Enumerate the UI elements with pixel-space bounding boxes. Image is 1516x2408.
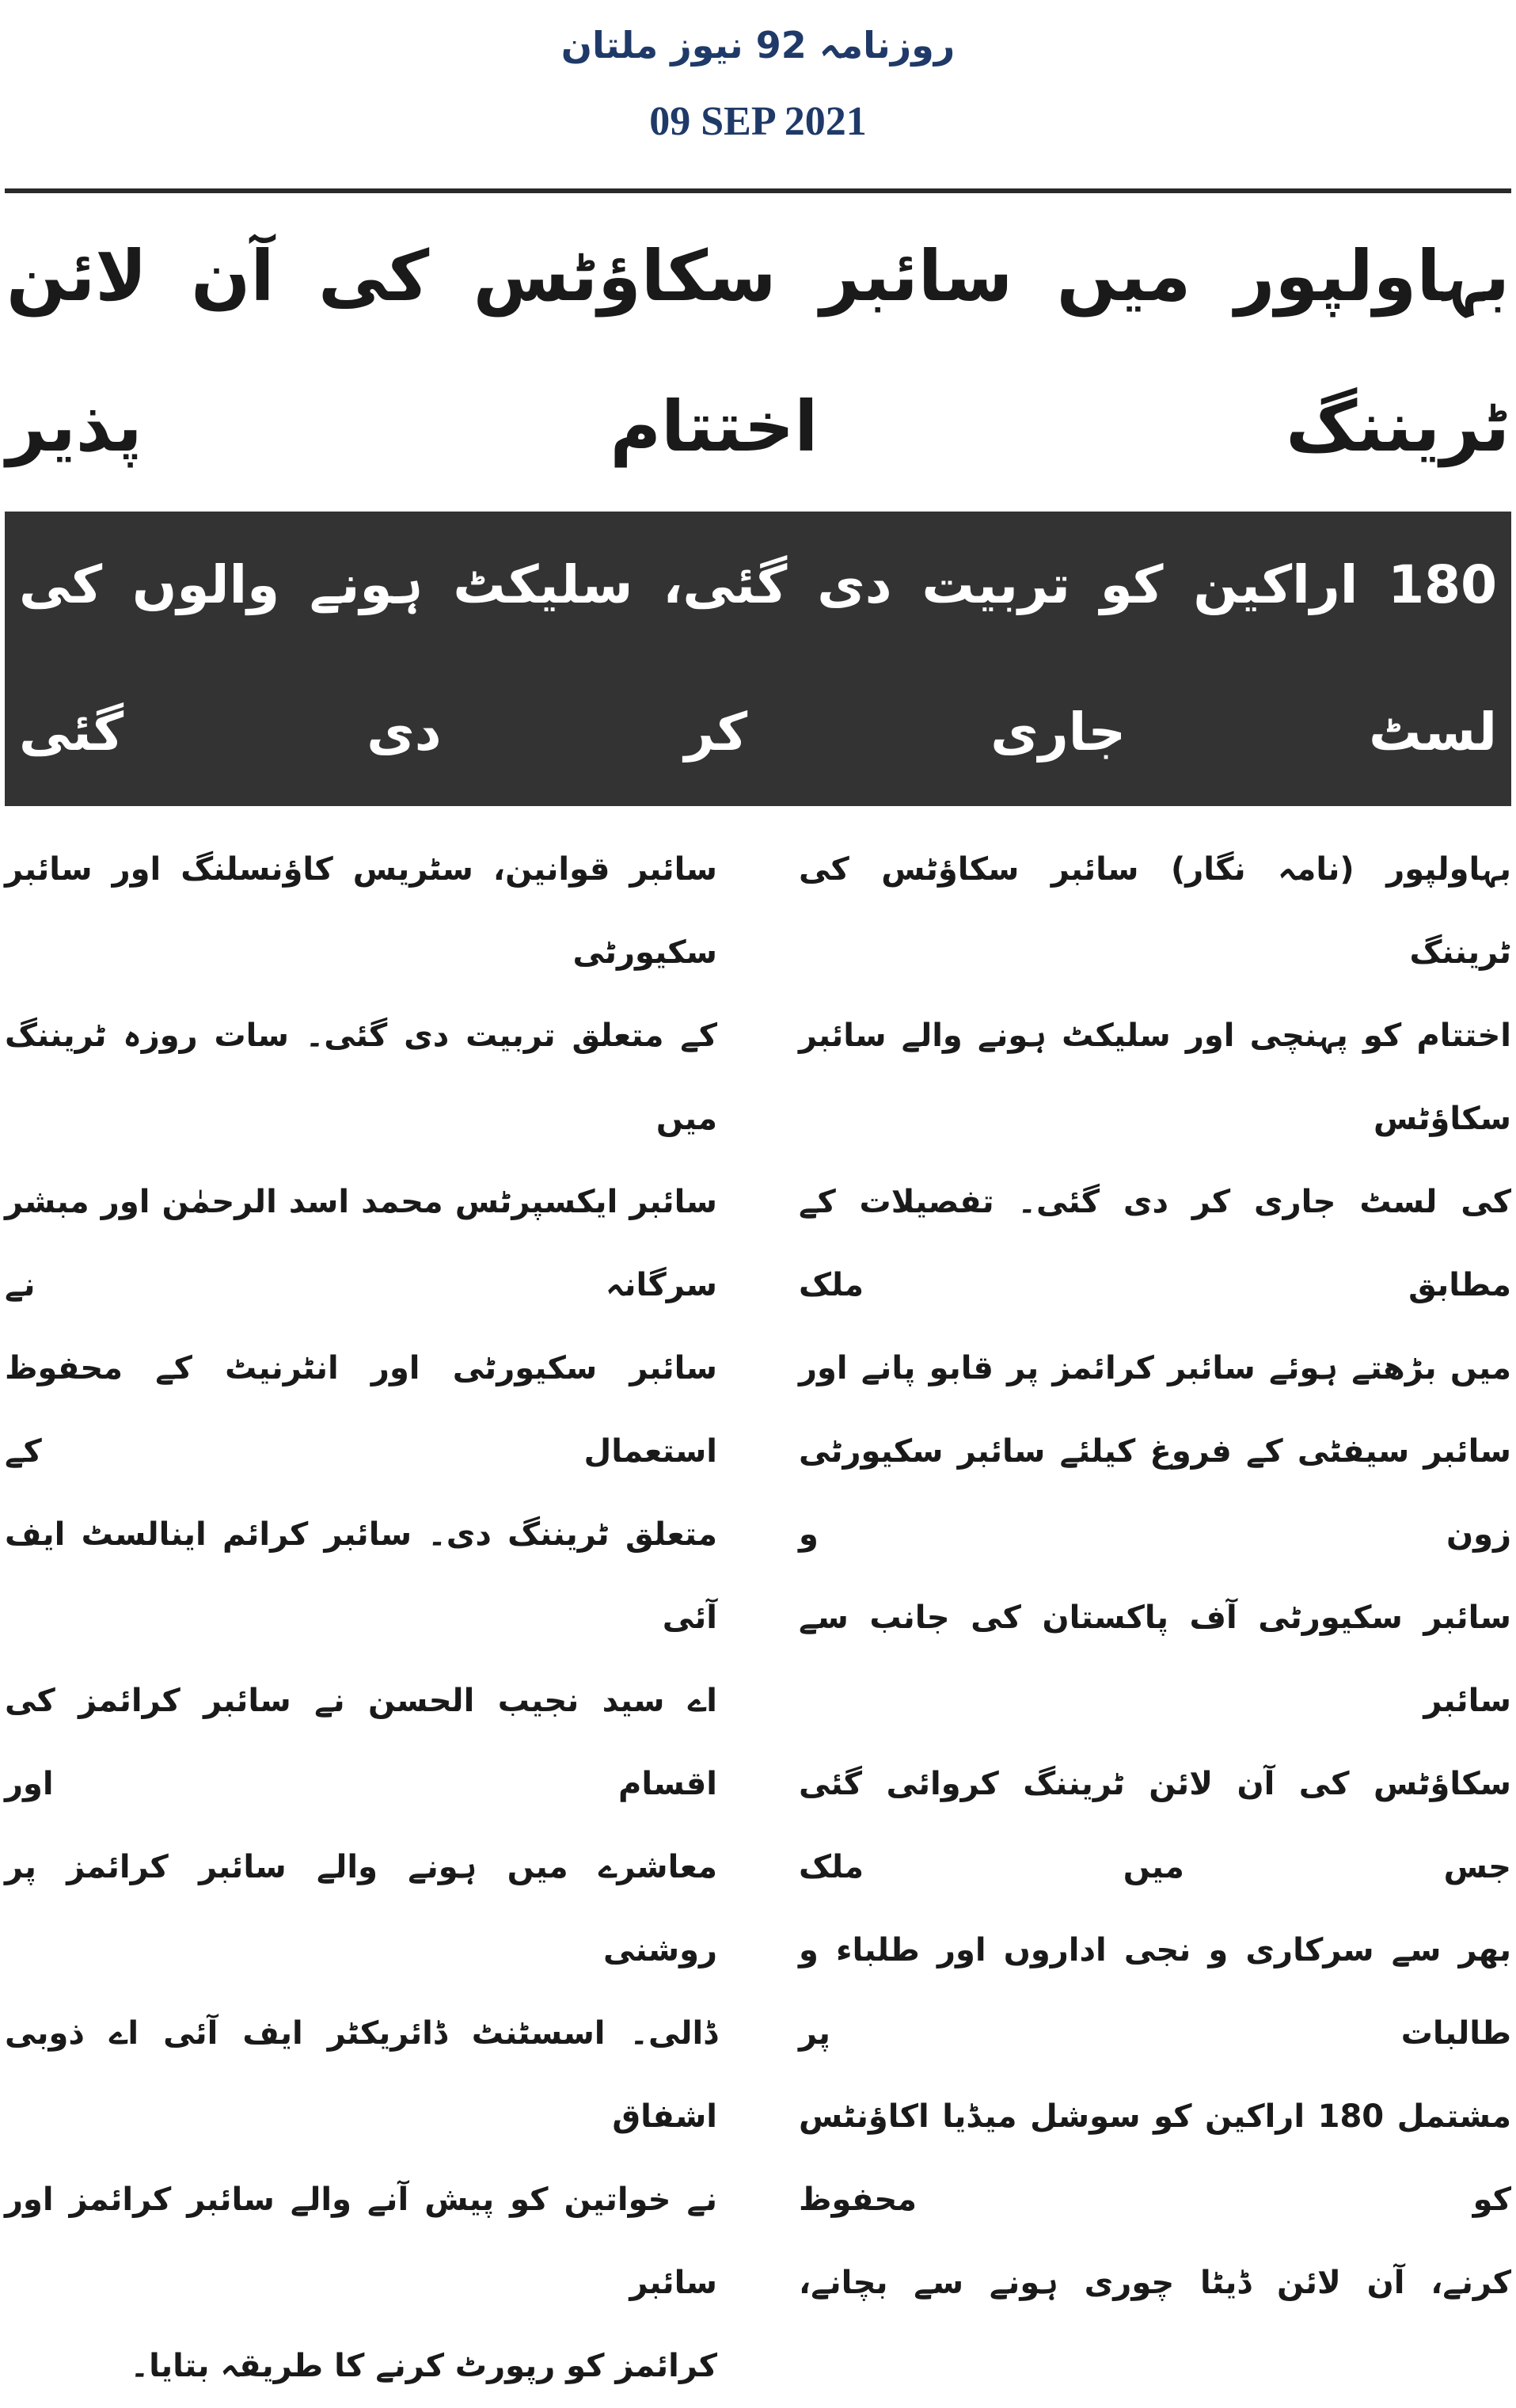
text-line: نے خواتین کو پیش آنے والے سائبر کرائمز اور سائبر bbox=[5, 2182, 717, 2301]
text-line: سائبر قوانین، سٹریس کاؤنسلنگ اور سائبر سکیورٹی bbox=[5, 851, 717, 971]
text-line: بہاولپور (نامہ نگار) سائبر سکاؤٹس کی ٹریننگ bbox=[799, 851, 1511, 971]
text-line: کرنے، آن لائن ڈیٹا چوری ہونے سے بچانے، bbox=[799, 2265, 1511, 2301]
text-line: ڈالی۔ اسسٹنٹ ڈائریکٹر ایف آئی اے ذوبی اشفاق bbox=[5, 2015, 717, 2135]
text-line: سکاؤٹس کی آن لائن ٹریننگ کروائی گئی جس میں ملک bbox=[799, 1766, 1511, 1885]
article-subheadline: 180 اراکین کو تربیت دی گئی، سلیکٹ ہونے والوں کی لسٹ جاری کر دی گئی bbox=[19, 554, 1497, 763]
article-headline: بہاولپور میں سائبر سکاؤٹس کی آن لائن ٹریننگ اختتام پذیر bbox=[6, 235, 1510, 467]
text-line: متعلق ٹریننگ دی۔ سائبر کرائم اینالسٹ ایف آئی bbox=[5, 1516, 717, 1636]
publication-date: 09 SEP 2021 bbox=[649, 99, 867, 144]
text-line: سائبر سکیورٹی آف پاکستان کی جانب سے سائبر bbox=[799, 1600, 1511, 1719]
article-body bbox=[5, 828, 1511, 2408]
text-line: اختتام کو پہنچی اور سلیکٹ ہونے والے سائبر سکاؤٹس bbox=[799, 1018, 1511, 1137]
text-line: میں بڑھتے ہوئے سائبر کرائمز پر قابو پانے اور bbox=[799, 1350, 1511, 1387]
divider-rule bbox=[5, 188, 1511, 193]
article-column-left bbox=[5, 828, 717, 2408]
text-line: کے متعلق تربیت دی گئی۔ سات روزہ ٹریننگ میں bbox=[5, 1018, 717, 1137]
text-line: کرائمز کو رپورٹ کرنے کا طریقہ بتایا۔ bbox=[130, 2348, 717, 2384]
text-line: اے سید نجیب الحسن نے سائبر کرائمز کی اقسام اور bbox=[5, 1683, 717, 1802]
text-line: مشتمل 180 اراکین کو سوشل میڈیا اکاؤنٹس کو محفوظ bbox=[799, 2098, 1511, 2218]
text-line: سائبر سکیورٹی اور انٹرنیٹ کے محفوظ استعمال کے bbox=[5, 1350, 717, 1470]
text-line: معاشرے میں ہونے والے سائبر کرائمز پر روشنی bbox=[5, 1849, 717, 1969]
text-line: سائبر سیفٹی کے فروغ کیلئے سائبر سکیورٹی زون و bbox=[799, 1433, 1511, 1553]
text-line: سائبر ایکسپرٹس محمد اسد الرحمٰن اور مبشر سرگانہ نے bbox=[5, 1184, 717, 1303]
article-column-right bbox=[799, 828, 1511, 2408]
text-line: کی لسٹ جاری کر دی گئی۔ تفصیلات کے مطابق ملک bbox=[799, 1184, 1511, 1303]
subheadline-bar bbox=[5, 512, 1511, 806]
text-line: بھر سے سرکاری و نجی اداروں اور طلباء و طالبات پر bbox=[799, 1932, 1511, 2052]
newspaper-name: روزنامہ 92 نیوز ملتان bbox=[560, 24, 956, 67]
